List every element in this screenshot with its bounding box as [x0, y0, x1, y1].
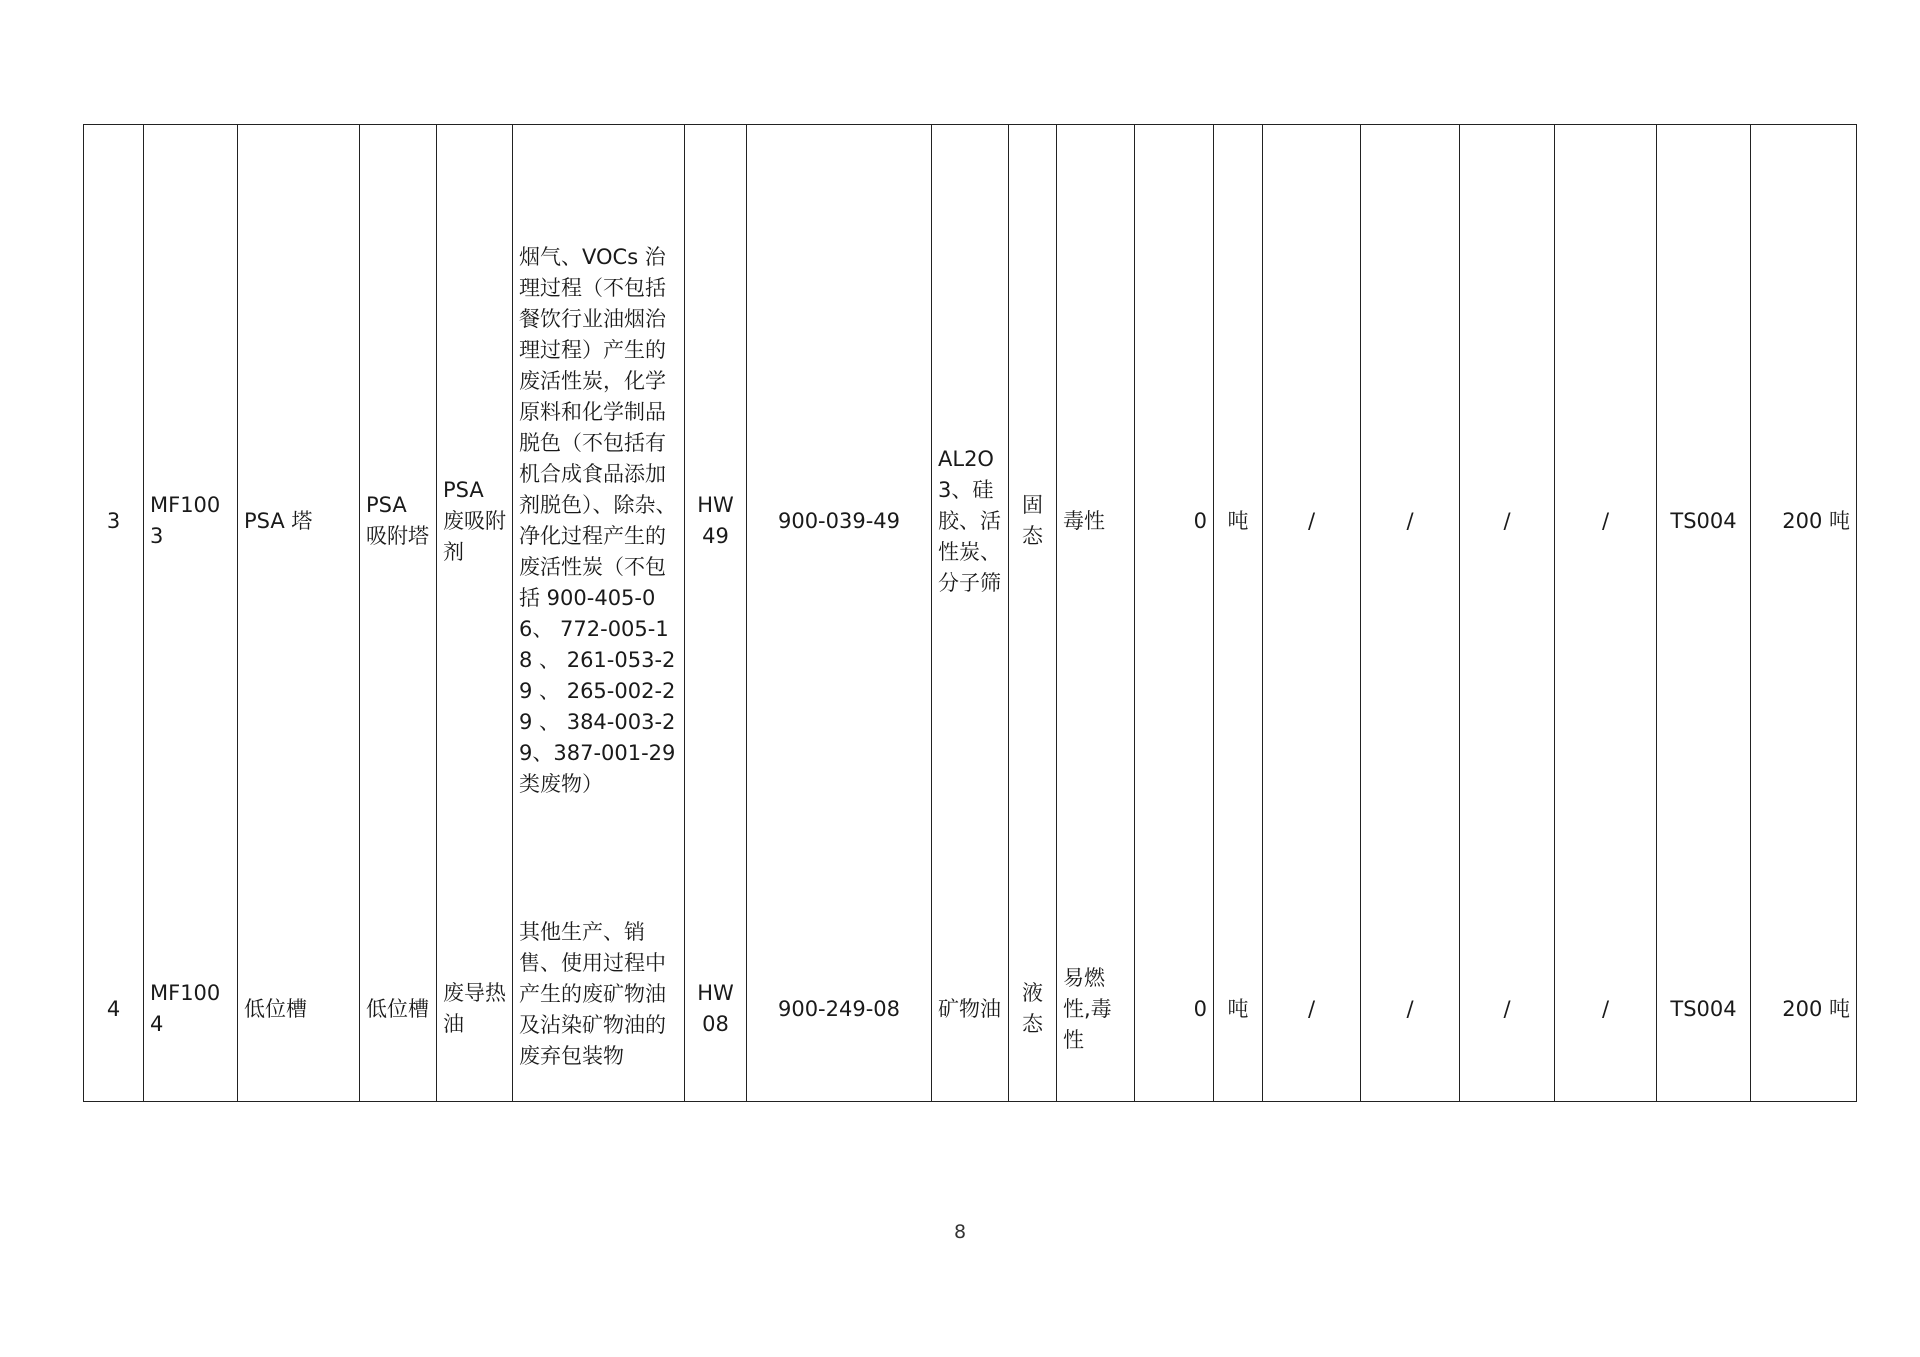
- industry-source-cell: 其他生产、销售、使用过程中产生的废矿物油及沾染矿物油的废弃包装物: [513, 917, 685, 1102]
- waste-code-cell: 900-039-49: [747, 125, 932, 918]
- facility-cell: TS004: [1657, 125, 1751, 918]
- capacity-cell: 200 吨: [1751, 917, 1857, 1102]
- category-cell: HW49: [685, 125, 747, 918]
- capacity-cell: 200 吨: [1751, 125, 1857, 918]
- amount-cell: 0: [1135, 125, 1214, 918]
- code-cell: MF1003: [144, 125, 238, 918]
- waste-name-cell: 废导热油: [437, 917, 513, 1102]
- component-cell: 矿物油: [932, 917, 1009, 1102]
- page-number: 8: [953, 1221, 967, 1243]
- hazardous-waste-table: [83, 124, 1857, 1102]
- code-cell: MF1004: [144, 917, 238, 1102]
- seq-cell: 4: [84, 917, 144, 1102]
- component-cell: AL2O3、硅胶、活性炭、分子筛: [932, 125, 1009, 918]
- slash-cell: /: [1460, 125, 1555, 918]
- device-cell: 低位槽: [238, 917, 360, 1102]
- hazard-cell: 易燃性,毒性: [1057, 917, 1135, 1102]
- seq-cell: 3: [84, 125, 144, 918]
- unit-cell: 吨: [1214, 917, 1263, 1102]
- waste-name-cell: PSA 废吸附剂: [437, 125, 513, 918]
- hazard-cell: 毒性: [1057, 125, 1135, 918]
- source-cell: PSA 吸附塔: [360, 125, 437, 918]
- industry-source-cell: 烟气、VOCs 治理过程（不包括餐饮行业油烟治理过程）产生的废活性炭，化学原料和化学制品脱色（不包括有机合成食品添加剂脱色）、除杂、净化过程产生的废活性炭（不包括 900-405-06、 772-005-18 、 261-053-29 、 265-002-29 、 384-003-29、387-001-29 类废物）: [513, 125, 685, 918]
- device-cell: PSA 塔: [238, 125, 360, 918]
- amount-cell: 0: [1135, 917, 1214, 1102]
- form-cell: 固态: [1009, 125, 1057, 918]
- slash-cell: /: [1263, 917, 1361, 1102]
- slash-cell: /: [1460, 917, 1555, 1102]
- slash-cell: /: [1361, 917, 1460, 1102]
- waste-code-cell: 900-249-08: [747, 917, 932, 1102]
- table-row: [84, 917, 1857, 1102]
- table-row: [84, 125, 1857, 918]
- unit-cell: 吨: [1214, 125, 1263, 918]
- slash-cell: /: [1361, 125, 1460, 918]
- facility-cell: TS004: [1657, 917, 1751, 1102]
- slash-cell: /: [1555, 917, 1657, 1102]
- category-cell: HW08: [685, 917, 747, 1102]
- form-cell: 液态: [1009, 917, 1057, 1102]
- source-cell: 低位槽: [360, 917, 437, 1102]
- slash-cell: /: [1263, 125, 1361, 918]
- slash-cell: /: [1555, 125, 1657, 918]
